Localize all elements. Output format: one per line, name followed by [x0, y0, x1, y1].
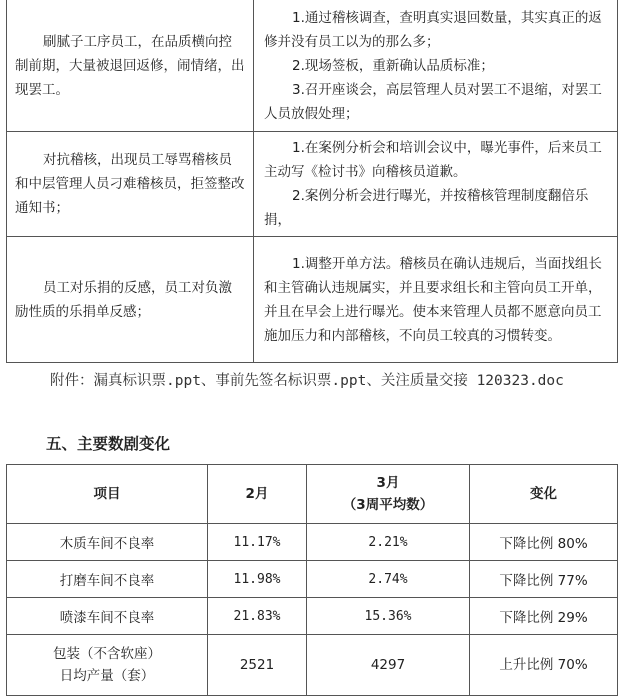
- table-row: [7, 0, 618, 132]
- measure-text: 1.通过稽核调查，查明真实退回数量，其实真正的返修并没有员工以为的那么多；: [264, 9, 602, 50]
- change-cell: 下降比例 80%: [470, 524, 618, 561]
- change-cell: 上升比例 70%: [470, 635, 618, 696]
- table-row: [7, 237, 618, 363]
- item-cell: 喷漆车间不良率: [7, 598, 208, 635]
- issues-table: [6, 0, 618, 363]
- header-row: [7, 465, 618, 524]
- item-cell: 打磨车间不良率: [7, 561, 208, 598]
- item-cell: 包装（不含软座） 日均产量（套）: [7, 635, 208, 696]
- measure-text: 1.在案例分析会和培训会议中，曝光事件，后来员工主动写《检讨书》向稽核员道歉。: [264, 140, 602, 180]
- feb-cell: 11.98%: [208, 561, 307, 598]
- measure-text: 2.案例分析会进行曝光，并按稽核管理制度翻倍乐捐，: [264, 188, 589, 228]
- measure-text: 3.召开座谈会，高层管理人员对罢工不退缩，对罢工人员放假处理；: [264, 81, 602, 122]
- measure-text: 2.现场签板，重新确认品质标准；: [292, 57, 494, 74]
- header-feb: 2月: [208, 465, 307, 524]
- mar-cell: 4297: [307, 635, 470, 696]
- header-mar: 3月 （3周平均数）: [307, 465, 470, 524]
- table-row: [7, 635, 618, 696]
- measures-cell: [254, 237, 618, 363]
- problem-cell: 员工对乐捐的反感，员工对负激励性质的乐捐单反感；: [7, 237, 254, 363]
- table-row: [7, 524, 618, 561]
- attachment-line: [50, 369, 564, 390]
- header-change: 变化: [470, 465, 618, 524]
- change-cell: 下降比例 77%: [470, 561, 618, 598]
- feb-cell: 11.17%: [208, 524, 307, 561]
- attachment-prefix: 附件：: [50, 373, 94, 389]
- feb-cell: 2521: [208, 635, 307, 696]
- change-cell: 下降比例 29%: [470, 598, 618, 635]
- problem-cell: 对抗稽核，出现员工辱骂稽核员和中层管理人员刁难稽核员，拒签整改通知书；: [7, 132, 254, 237]
- table-row: [7, 561, 618, 598]
- problem-cell: 刷腻子工序员工，在品质横向控制前期，大量被退回返修，闹情绪，出现罢工。: [7, 0, 254, 132]
- mar-cell: 15.36%: [307, 598, 470, 635]
- attachment-files: 漏真标识票.ppt、事前先签名标识票.ppt、关注质量交接 120323.doc: [93, 373, 564, 389]
- measures-cell: [254, 0, 618, 132]
- data-table: [6, 464, 618, 696]
- mar-cell: 2.74%: [307, 561, 470, 598]
- measure-text: 1.调整开单方法。稽核员在确认违规后，当面找组长和主管确认违规属实，并且要求组长和主管向员工开单，并且在早会上进行曝光。使本来管理人员都不愿意向员工施加压力和内部稽核，不向员工较真的习惯转变。: [264, 255, 602, 344]
- item-cell: 木质车间不良率: [7, 524, 208, 561]
- table-row: [7, 598, 618, 635]
- feb-cell: 21.83%: [208, 598, 307, 635]
- header-item: 项目: [7, 465, 208, 524]
- mar-cell: 2.21%: [307, 524, 470, 561]
- table-row: [7, 132, 618, 237]
- section-title: 五、主要数剧变化: [46, 435, 171, 453]
- measures-cell: [254, 132, 618, 237]
